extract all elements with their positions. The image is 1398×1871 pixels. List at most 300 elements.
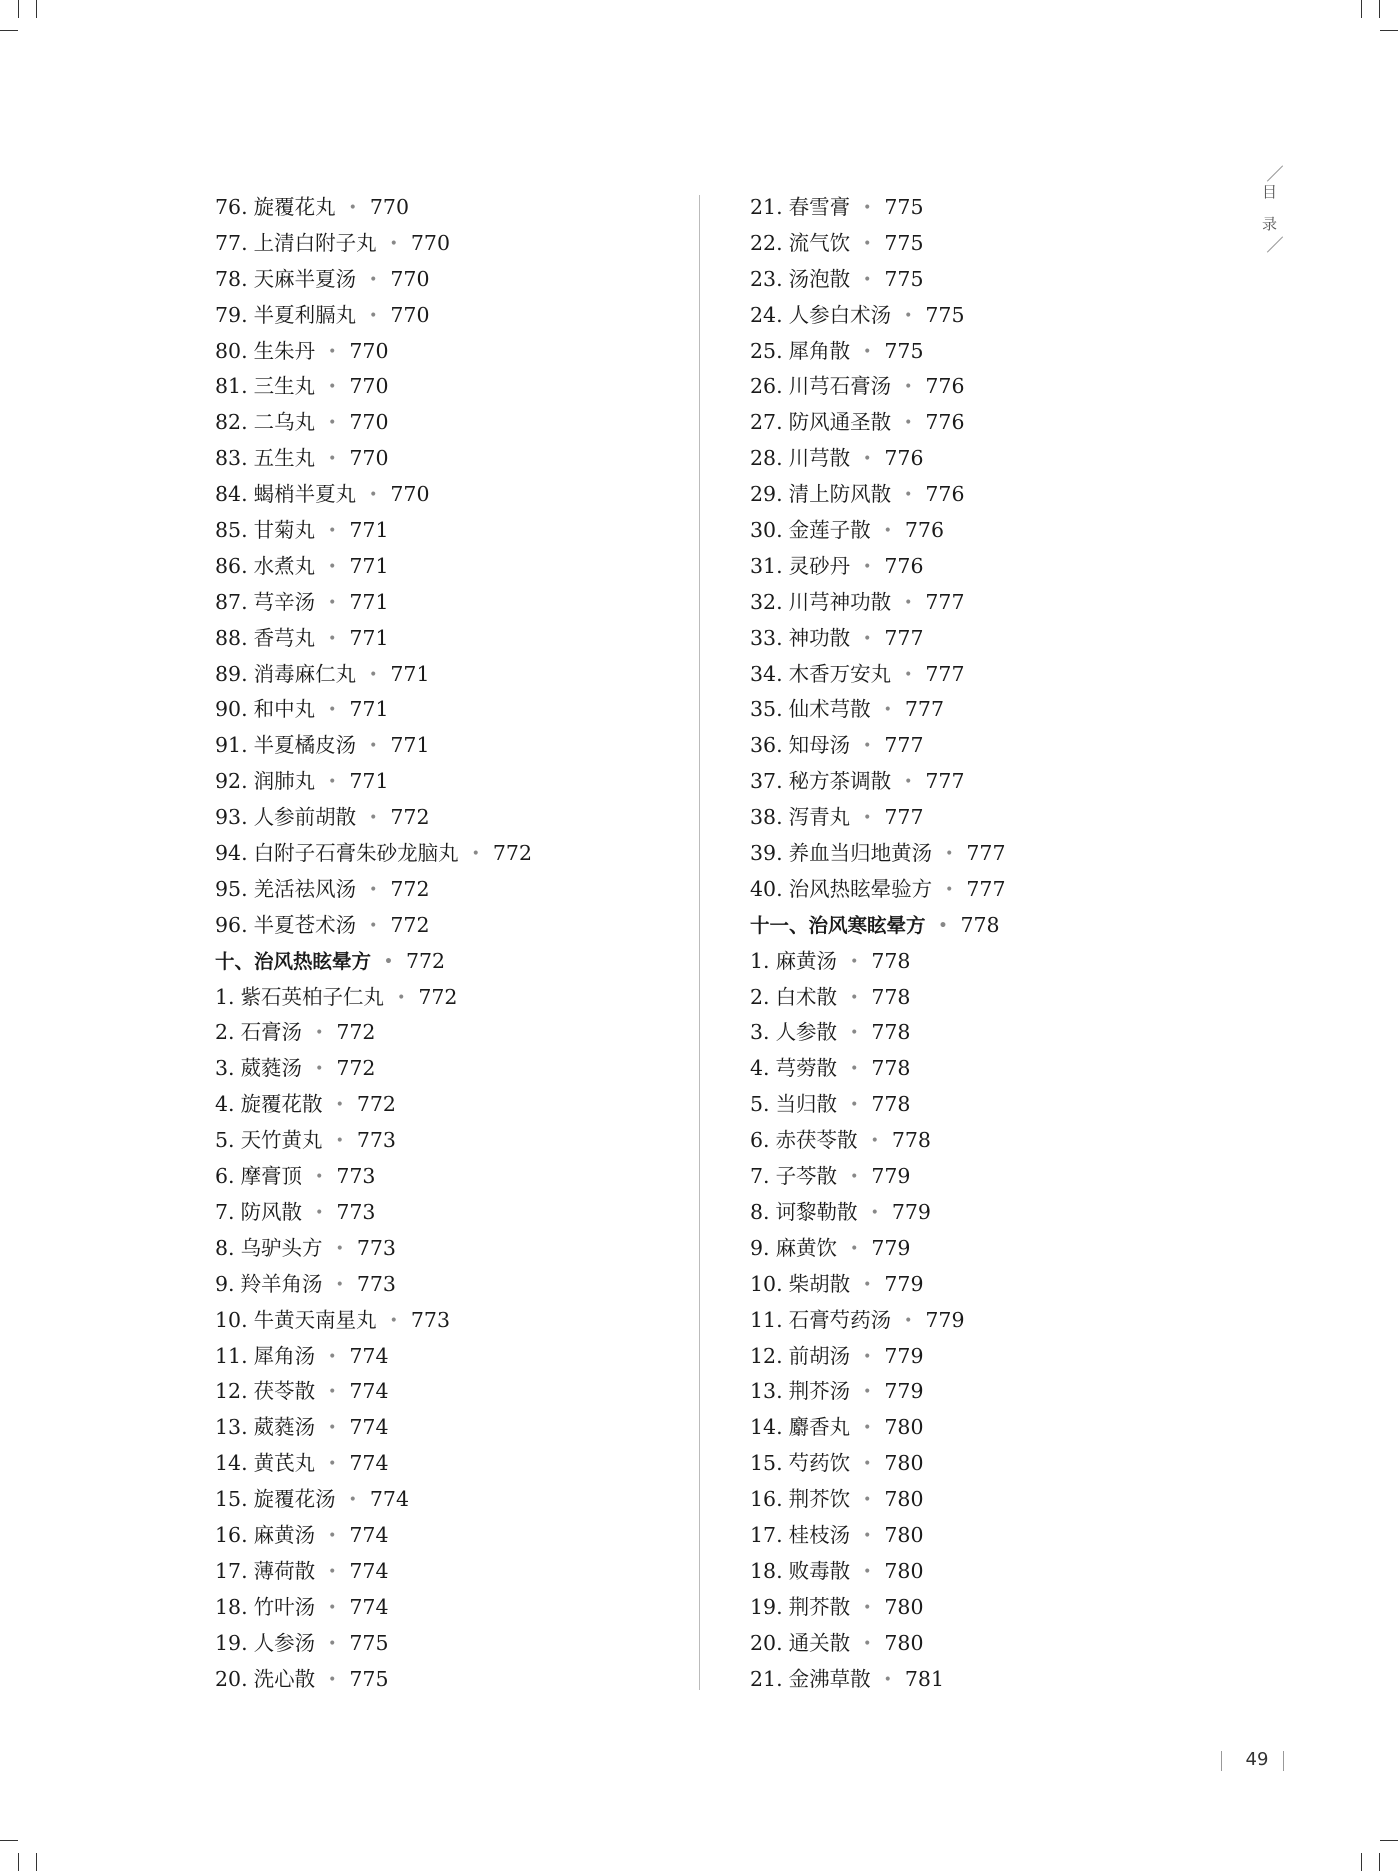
toc-entry-title: 水煮丸 xyxy=(253,553,316,578)
toc-entry-title: 半夏利膈丸 xyxy=(253,302,357,327)
toc-entry-title: 黄芪丸 xyxy=(253,1451,316,1476)
side-label-decoration xyxy=(1267,165,1283,181)
toc-page-number: 771 xyxy=(390,661,430,686)
toc-entry-title: 摩膏顶 xyxy=(240,1164,303,1189)
toc-entry-number: 21. xyxy=(750,195,783,219)
dot-separator: • xyxy=(315,1061,324,1078)
toc-entry xyxy=(750,549,1230,585)
toc-entry xyxy=(750,1051,1230,1087)
toc-entry-title: 润肺丸 xyxy=(253,769,316,794)
toc-entry xyxy=(215,1015,695,1051)
toc-page-number: 772 xyxy=(418,984,458,1009)
toc-entry xyxy=(750,1482,1230,1518)
toc-entry-number: 25. xyxy=(750,338,783,363)
dot-separator: • xyxy=(328,523,337,540)
dot-separator: • xyxy=(335,1276,344,1293)
toc-page-number: 776 xyxy=(904,518,945,543)
crop-mark xyxy=(1380,1840,1398,1841)
toc-entry-number: 19. xyxy=(750,1594,783,1619)
crop-mark xyxy=(1361,1853,1362,1871)
dot-separator: • xyxy=(369,307,378,324)
dot-separator: • xyxy=(328,379,337,396)
dot-separator: • xyxy=(863,558,872,575)
toc-entry-number: 3. xyxy=(215,1056,235,1081)
toc-entry-number: 79. xyxy=(215,302,248,327)
toc-entry-title: 上清白附子丸 xyxy=(253,230,377,255)
toc-entry-number: 10. xyxy=(215,1307,248,1332)
toc-entry xyxy=(215,800,695,836)
toc-page-number: 770 xyxy=(349,374,389,399)
dot-separator: • xyxy=(863,1384,872,1401)
toc-entry-title: 荆芥散 xyxy=(788,1594,851,1619)
toc-entry xyxy=(215,1626,695,1662)
toc-page-number: 780 xyxy=(884,1487,924,1512)
dot-separator: • xyxy=(850,1169,859,1186)
toc-entry-number: 28. xyxy=(750,446,783,471)
toc-entry xyxy=(750,657,1230,693)
toc-entry xyxy=(215,1518,695,1554)
toc-entry-number: 14. xyxy=(750,1415,783,1440)
toc-entry xyxy=(215,585,695,621)
toc-entry-number: 92. xyxy=(215,769,248,794)
toc-section-title: 十、治风热眩晕方 xyxy=(215,949,372,973)
toc-entry xyxy=(215,836,695,872)
toc-entry xyxy=(750,334,1230,370)
dot-separator: • xyxy=(328,702,337,719)
side-label-decoration xyxy=(1267,236,1283,252)
toc-entry-title: 天麻半夏汤 xyxy=(253,266,357,291)
toc-entry-title: 木香万安丸 xyxy=(788,661,892,686)
dot-separator: • xyxy=(945,881,954,898)
toc-entry-number: 12. xyxy=(215,1379,248,1404)
toc-entry xyxy=(215,1662,695,1698)
toc-entry-title: 灵砂丹 xyxy=(788,553,851,578)
toc-entry xyxy=(215,441,695,477)
dot-separator: • xyxy=(369,917,378,934)
toc-page-number: 780 xyxy=(884,1630,924,1655)
toc-page-number: 776 xyxy=(925,482,965,507)
toc-entry xyxy=(215,1554,695,1590)
toc-entry-title: 三生丸 xyxy=(253,374,316,399)
dot-separator: • xyxy=(904,415,913,432)
toc-entry-number: 8. xyxy=(215,1235,235,1260)
toc-entry xyxy=(215,549,695,585)
toc-entry-title: 犀角散 xyxy=(788,338,851,363)
toc-entry-title: 旋覆花散 xyxy=(240,1092,323,1117)
toc-entry-number: 6. xyxy=(750,1128,770,1153)
toc-page-number: 778 xyxy=(871,1092,911,1117)
toc-entry xyxy=(750,692,1230,728)
toc-page-number: 771 xyxy=(349,769,389,794)
toc-page-number: 776 xyxy=(884,553,924,578)
dot-separator: • xyxy=(328,1599,337,1616)
toc-section-title: 十一、治风寒眩晕方 xyxy=(750,913,926,937)
toc-entry xyxy=(215,1231,695,1267)
dot-separator: • xyxy=(850,953,859,970)
dot-separator: • xyxy=(389,1312,398,1329)
toc-page-number: 771 xyxy=(349,589,389,614)
toc-entry-number: 39. xyxy=(750,841,783,866)
toc-entry-number: 33. xyxy=(750,625,783,650)
toc-entry-number: 5. xyxy=(215,1128,235,1153)
dot-separator: • xyxy=(471,846,480,863)
dot-separator: • xyxy=(904,666,913,683)
toc-entry-title: 石膏汤 xyxy=(240,1020,303,1045)
dot-separator: • xyxy=(348,200,357,216)
toc-entry-title: 芎辛汤 xyxy=(253,589,316,614)
toc-entry-title: 茯苓散 xyxy=(253,1379,316,1404)
toc-page-number: 777 xyxy=(904,697,945,722)
toc-entry-number: 21. xyxy=(750,1666,783,1691)
dot-separator: • xyxy=(883,702,892,719)
toc-entry xyxy=(750,980,1230,1016)
toc-entry xyxy=(750,764,1230,800)
toc-page-number: 778 xyxy=(871,1056,911,1081)
crop-mark xyxy=(0,30,18,31)
toc-entry-number: 40. xyxy=(750,876,783,901)
dot-separator: • xyxy=(315,1169,324,1186)
toc-entry-number: 35. xyxy=(750,697,783,722)
toc-entry-title: 金莲子散 xyxy=(788,518,871,543)
dot-separator: • xyxy=(369,666,378,683)
toc-entry-number: 3. xyxy=(750,1020,770,1045)
toc-entry-title: 香芎丸 xyxy=(253,625,316,650)
toc-entry xyxy=(750,190,1230,226)
toc-entry-number: 13. xyxy=(215,1415,248,1440)
toc-page-number: 772 xyxy=(356,1092,396,1117)
toc-entry-number: 7. xyxy=(215,1199,235,1224)
crop-mark xyxy=(18,1853,19,1871)
toc-page-number: 777 xyxy=(884,733,924,758)
side-label-char: 目 xyxy=(1262,183,1278,201)
dot-separator: • xyxy=(863,271,872,288)
toc-entry xyxy=(215,477,695,513)
toc-page-number: 779 xyxy=(925,1307,965,1332)
toc-entry-number: 37. xyxy=(750,769,783,794)
toc-entry-title: 芍药饮 xyxy=(788,1451,851,1476)
dot-separator: • xyxy=(369,810,378,827)
dot-separator: • xyxy=(863,1348,872,1365)
toc-entry-title: 败毒散 xyxy=(788,1558,851,1583)
dot-separator: • xyxy=(315,1204,324,1221)
toc-entry xyxy=(215,1303,695,1339)
toc-page-number: 775 xyxy=(349,1666,389,1691)
toc-entry-number: 81. xyxy=(215,374,248,399)
toc-entry-number: 24. xyxy=(750,302,783,327)
toc-entry-title: 荆芥饮 xyxy=(788,1487,851,1512)
toc-page-number: 770 xyxy=(390,482,430,507)
toc-page-number: 770 xyxy=(369,195,410,219)
toc-entry-title: 防风散 xyxy=(240,1199,303,1224)
toc-entry-title: 川芎散 xyxy=(788,446,851,471)
dot-separator: • xyxy=(883,1671,892,1688)
toc-entry-number: 95. xyxy=(215,876,248,901)
toc-entry-number: 96. xyxy=(215,912,248,937)
toc-entry xyxy=(750,1159,1230,1195)
toc-entry-number: 94. xyxy=(215,841,248,866)
toc-entry-title: 半夏苍术汤 xyxy=(253,912,357,937)
dot-separator: • xyxy=(904,594,913,611)
dot-separator: • xyxy=(863,1276,872,1293)
dot-separator: • xyxy=(328,343,337,360)
toc-entry-number: 18. xyxy=(750,1558,783,1583)
toc-page-number: 773 xyxy=(356,1128,396,1153)
toc-page-number: 780 xyxy=(884,1594,924,1619)
toc-entry-title: 川芎石膏汤 xyxy=(788,374,892,399)
toc-page-number: 779 xyxy=(871,1164,911,1189)
dot-separator: • xyxy=(328,630,337,647)
toc-entry xyxy=(750,1554,1230,1590)
toc-page-number: 773 xyxy=(356,1271,396,1296)
toc-page-number: 779 xyxy=(884,1379,924,1404)
toc-entry xyxy=(750,1374,1230,1410)
toc-entry-number: 19. xyxy=(215,1630,248,1655)
dot-separator: • xyxy=(904,307,913,324)
toc-entry-number: 82. xyxy=(215,410,248,435)
toc-entry-title: 葳蕤汤 xyxy=(240,1056,303,1081)
toc-entry xyxy=(215,1051,695,1087)
toc-entry xyxy=(215,1267,695,1303)
dot-separator: • xyxy=(328,451,337,468)
toc-entry-number: 1. xyxy=(750,948,770,973)
toc-entry xyxy=(215,1590,695,1626)
toc-page-number: 772 xyxy=(336,1020,376,1045)
toc-entry xyxy=(750,1518,1230,1554)
dot-separator: • xyxy=(328,1420,337,1437)
toc-entry xyxy=(750,1339,1230,1375)
toc-entry xyxy=(750,405,1230,441)
toc-right-column xyxy=(750,190,1230,1697)
toc-entry xyxy=(215,513,695,549)
toc-entry-number: 23. xyxy=(750,266,783,291)
toc-page-number: 780 xyxy=(884,1415,924,1440)
toc-page-number: 770 xyxy=(349,338,389,363)
toc-left-column xyxy=(215,190,695,1697)
toc-entry-number: 86. xyxy=(215,553,248,578)
toc-entry xyxy=(215,1446,695,1482)
toc-entry xyxy=(215,369,695,405)
toc-entry-title: 知母汤 xyxy=(788,733,851,758)
toc-page-number: 777 xyxy=(966,876,1006,901)
toc-entry-number: 4. xyxy=(215,1092,235,1117)
toc-page-number: 773 xyxy=(336,1199,376,1224)
toc-entry xyxy=(750,1267,1230,1303)
toc-entry-number: 89. xyxy=(215,661,248,686)
toc-entry xyxy=(215,262,695,298)
dot-separator: • xyxy=(863,343,872,360)
dot-separator: • xyxy=(863,1527,872,1544)
toc-entry-title: 人参散 xyxy=(775,1020,838,1045)
crop-mark xyxy=(18,0,19,18)
dot-separator: • xyxy=(850,1097,859,1114)
toc-entry xyxy=(750,369,1230,405)
toc-entry-title: 麝香丸 xyxy=(788,1415,851,1440)
toc-entry xyxy=(215,1339,695,1375)
toc-page-number: 775 xyxy=(925,302,965,327)
toc-entry-number: 2. xyxy=(215,1020,235,1045)
toc-page-number: 774 xyxy=(349,1343,389,1368)
toc-entry-number: 17. xyxy=(750,1522,783,1547)
dot-separator: • xyxy=(328,1527,337,1544)
crop-mark xyxy=(1361,0,1362,18)
toc-entry-title: 防风通圣散 xyxy=(788,410,892,435)
dot-separator: • xyxy=(348,1492,357,1509)
toc-page-number: 780 xyxy=(884,1558,924,1583)
toc-entry xyxy=(750,262,1230,298)
toc-page-number: 777 xyxy=(925,589,965,614)
dot-separator: • xyxy=(328,1671,337,1688)
toc-entry-title: 乌驴头方 xyxy=(240,1235,323,1260)
dot-separator: • xyxy=(850,1240,859,1257)
toc-entry xyxy=(215,298,695,334)
dot-separator: • xyxy=(863,1420,872,1437)
toc-page-number: 774 xyxy=(349,1594,389,1619)
toc-page-number: 774 xyxy=(349,1379,389,1404)
toc-entry-title: 葳蕤汤 xyxy=(253,1415,316,1440)
toc-entry xyxy=(750,1123,1230,1159)
toc-entry xyxy=(750,1410,1230,1446)
toc-entry xyxy=(215,980,695,1016)
toc-page-number: 772 xyxy=(336,1056,376,1081)
toc-entry xyxy=(750,1446,1230,1482)
dot-separator: • xyxy=(870,1133,879,1150)
toc-page-number: 780 xyxy=(884,1522,924,1547)
dot-separator: • xyxy=(335,1240,344,1257)
toc-entry-number: 38. xyxy=(750,805,783,830)
toc-page-number: 774 xyxy=(349,1451,389,1476)
toc-entry-title: 金沸草散 xyxy=(788,1666,871,1691)
dot-separator: • xyxy=(904,379,913,396)
toc-entry xyxy=(215,405,695,441)
toc-entry-number: 16. xyxy=(215,1522,248,1547)
toc-page-number: 775 xyxy=(349,1630,389,1655)
dot-separator: • xyxy=(850,1061,859,1078)
dot-separator: • xyxy=(369,881,378,898)
toc-entry-number: 9. xyxy=(215,1271,235,1296)
dot-separator: • xyxy=(850,1025,859,1042)
toc-entry-title: 川芎神功散 xyxy=(788,589,892,614)
dot-separator: • xyxy=(904,774,913,791)
toc-entry xyxy=(750,585,1230,621)
toc-page-number: 773 xyxy=(336,1164,376,1189)
toc-entry xyxy=(750,226,1230,262)
toc-entry-title: 和中丸 xyxy=(253,697,316,722)
toc-entry-number: 20. xyxy=(750,1630,783,1655)
toc-page-number: 778 xyxy=(871,984,911,1009)
toc-page-number: 772 xyxy=(390,805,430,830)
toc-entry-title: 当归散 xyxy=(775,1092,838,1117)
toc-entry-title: 麻黄汤 xyxy=(775,948,838,973)
toc-entry xyxy=(215,621,695,657)
toc-page-number: 771 xyxy=(349,518,389,543)
toc-entry-number: 26. xyxy=(750,374,783,399)
toc-entry-number: 15. xyxy=(750,1451,783,1476)
toc-page-number: 774 xyxy=(349,1558,389,1583)
toc-entry-number: 88. xyxy=(215,625,248,650)
dot-separator: • xyxy=(870,1204,879,1221)
toc-entry-title: 半夏橘皮汤 xyxy=(253,733,357,758)
toc-page-number: 775 xyxy=(884,195,924,219)
dot-separator: • xyxy=(328,1635,337,1652)
toc-entry xyxy=(215,908,695,944)
toc-entry-number: 30. xyxy=(750,518,783,543)
dot-separator: • xyxy=(850,989,859,1006)
toc-page-number: 772 xyxy=(405,948,446,973)
toc-entry-number: 83. xyxy=(215,446,248,471)
toc-entry-number: 11. xyxy=(750,1307,783,1332)
toc-entry xyxy=(750,1590,1230,1626)
toc-entry-number: 17. xyxy=(215,1558,248,1583)
toc-entry xyxy=(750,477,1230,513)
toc-page-number: 773 xyxy=(410,1307,451,1332)
toc-entry-title: 麻黄汤 xyxy=(253,1522,316,1547)
toc-entry xyxy=(215,1482,695,1518)
toc-entry-title: 蝎梢半夏丸 xyxy=(253,482,357,507)
crop-mark xyxy=(36,0,37,18)
toc-page-number: 779 xyxy=(871,1235,911,1260)
toc-section-heading xyxy=(215,944,695,980)
toc-entry-title: 五生丸 xyxy=(253,446,316,471)
toc-entry-title: 石膏芍药汤 xyxy=(788,1307,892,1332)
toc-page-number: 773 xyxy=(356,1235,396,1260)
toc-page-number: 771 xyxy=(349,697,389,722)
toc-entry xyxy=(215,334,695,370)
dot-separator: • xyxy=(863,451,872,468)
toc-entry-number: 87. xyxy=(215,589,248,614)
dot-separator: • xyxy=(883,523,892,540)
toc-page-number: 774 xyxy=(349,1522,389,1547)
toc-entry-number: 7. xyxy=(750,1164,770,1189)
toc-entry xyxy=(215,226,695,262)
dot-separator: • xyxy=(328,415,337,432)
toc-entry xyxy=(750,944,1230,980)
toc-entry-number: 76. xyxy=(215,195,248,219)
dot-separator: • xyxy=(945,846,954,863)
toc-entry-number: 9. xyxy=(750,1235,770,1260)
toc-entry-number: 29. xyxy=(750,482,783,507)
dot-separator: • xyxy=(328,1456,337,1473)
toc-entry-title: 犀角汤 xyxy=(253,1343,316,1368)
toc-entry-title: 前胡汤 xyxy=(788,1343,851,1368)
dot-separator: • xyxy=(369,487,378,504)
toc-entry-title: 子芩散 xyxy=(775,1164,838,1189)
dot-separator: • xyxy=(904,1312,913,1329)
toc-entry-number: 6. xyxy=(215,1164,235,1189)
toc-entry xyxy=(215,657,695,693)
toc-entry-title: 清上防风散 xyxy=(788,482,892,507)
toc-entry-title: 旋覆花丸 xyxy=(253,195,336,219)
toc-entry-title: 牛黄天南星丸 xyxy=(253,1307,377,1332)
toc-page-number: 776 xyxy=(925,374,965,399)
toc-entry xyxy=(750,800,1230,836)
toc-page-number: 771 xyxy=(390,733,430,758)
toc-page-number: 781 xyxy=(904,1666,945,1691)
toc-page-number: 772 xyxy=(390,876,430,901)
toc-entry-title: 养血当归地黄汤 xyxy=(788,841,933,866)
toc-page-number: 774 xyxy=(369,1487,410,1512)
toc-page-number: 778 xyxy=(871,1020,911,1045)
dot-separator: • xyxy=(328,594,337,611)
toc-entry-number: 78. xyxy=(215,266,248,291)
dot-separator: • xyxy=(369,271,378,288)
toc-entry xyxy=(750,1087,1230,1123)
toc-entry-title: 仙术芎散 xyxy=(788,697,871,722)
toc-entry-number: 84. xyxy=(215,482,248,507)
page-number-bar xyxy=(1221,1751,1222,1771)
toc-entry xyxy=(215,1195,695,1231)
toc-entry-title: 赤茯苓散 xyxy=(775,1128,858,1153)
toc-entry-title: 春雪膏 xyxy=(788,195,851,219)
